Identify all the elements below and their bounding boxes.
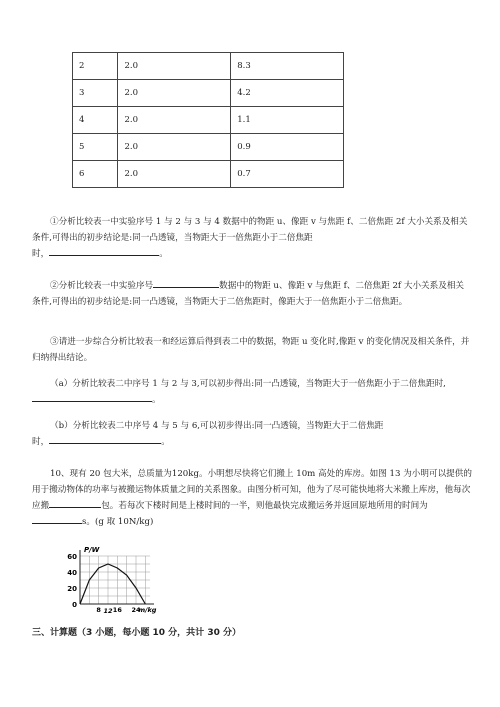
table-cell: 0.7 (231, 161, 344, 188)
x-annotation: 12 (103, 607, 113, 614)
y-tick-label: 40 (67, 569, 77, 577)
table-cell: 8.3 (231, 53, 344, 80)
question-1-paragraph: ①分析比较表一中实验序号 1 与 2 与 3 与 4 数据中的物距 u、像距 v 与焦距 f、二倍焦距 2f 大小关系及相关条件,可得出的初步结论是:同一凸透镜，当物距大于一倍焦距小于二倍焦距 时， 。 (32, 217, 468, 259)
table-cell: 2.0 (118, 80, 231, 107)
y-axis-label: P/W (84, 546, 100, 554)
table-row (73, 80, 344, 107)
table-cell: 2.0 (118, 134, 231, 161)
x-axis-label: m/kg (138, 606, 157, 614)
x-tick-label: 24 (131, 606, 141, 614)
table-row (73, 53, 344, 80)
x-tick-label: 8 (96, 606, 101, 614)
answer-blank[interactable] (49, 434, 161, 444)
table-cell: 6 (73, 161, 118, 188)
question-a-paragraph: （a）分析比较表二中序号 1 与 2 与 3,可以初步得出:同一凸透镜，当物距大于一倍焦距小于二倍焦距时,。 (32, 376, 472, 408)
answer-blank[interactable] (32, 392, 152, 402)
y-tick-label: 20 (67, 585, 77, 593)
question-2-text-a: ②分析比较表一中实验序号 (50, 281, 154, 291)
table-cell: 2.0 (118, 107, 231, 134)
table-cell: 2 (73, 53, 118, 80)
table-cell: 4 (73, 107, 118, 134)
y-tick-label: 0 (72, 601, 77, 609)
question-a-text: （a）分析比较表二中序号 1 与 2 与 3,可以初步得出:同一凸透镜，当物距大于一倍焦距小于二倍焦距时, (50, 379, 446, 389)
question-10-text-a: 10、现有 20 包大米，总质量为120kg。小明想尽快将它们搬上 10m 高处的库房。如图 13 为小明可以提供的用于搬动物体的功率与被搬运物体质量之间的关系图象。由图分析可知，他为了尽可能快地将大米搬上库房，他每次应搬 (32, 469, 472, 511)
question-3-text: ③请进一步综合分析比较表一和经运算后得到表二中的数据，物距 u 变化时,像距 v 的变化情况及相关条件，并归纳得出结论。 (32, 337, 470, 363)
section-title: 三、计算题（3 小题，每小题 10 分，共计 30 分） (32, 628, 241, 638)
question-2-text-b: 数据中的物距 u、像距 v 与焦距 f、二倍焦距 2f 大小关系及相关条件,可得出的初步结论是:同一凸透镜，当物距大于二倍焦距时，像距大于一倍焦距小于二倍焦距。 (32, 281, 465, 307)
answer-blank[interactable] (32, 514, 82, 524)
table-cell: 2.0 (118, 53, 231, 80)
answer-blank[interactable] (49, 246, 159, 256)
table-row (73, 107, 344, 134)
question-10-paragraph (32, 466, 472, 530)
table-row (73, 161, 344, 188)
x-tick-label: 16 (112, 606, 122, 614)
question-b-tail: 时， (32, 437, 50, 447)
question-10-text-c: s。(g 取 10N/kg) (82, 517, 154, 527)
table-cell: 4.2 (231, 80, 344, 107)
question-1-text: ①分析比较表一中实验序号 1 与 2 与 3 与 4 数据中的物距 u、像距 v 与焦距 f、二倍焦距 2f 大小关系及相关条件,可得出的初步结论是:同一凸透镜，当物距大于一倍焦距小于二倍焦距 (32, 217, 468, 243)
table-row (73, 134, 344, 161)
table-cell: 1.1 (231, 107, 344, 134)
question-b-paragraph: （b）分析比较表二中序号 4 与 5 与 6,可以初步得出:同一凸透镜，当物距大于二倍焦距 时， 。 (32, 421, 384, 447)
table-cell: 2.0 (118, 161, 231, 188)
question-b-text: （b）分析比较表二中序号 4 与 5 与 6,可以初步得出:同一凸透镜，当物距大于二倍焦距 (50, 421, 384, 431)
y-tick-label: 60 (67, 553, 77, 561)
answer-blank[interactable] (153, 278, 219, 288)
power-mass-chart (64, 544, 164, 614)
answer-blank[interactable] (49, 498, 101, 508)
data-table (72, 52, 344, 188)
question-2-paragraph (32, 278, 472, 310)
question-1-tail: 时， (32, 249, 50, 259)
series-line (80, 564, 145, 604)
table-cell: 5 (73, 134, 118, 161)
question-3-paragraph (32, 334, 472, 366)
table-cell: 0.9 (231, 134, 344, 161)
question-10-text-b: 包。若每次下楼时间是上楼时间的一半，则他最快完成搬运务并返回原地所用的时间为 (101, 501, 428, 511)
table-cell: 3 (73, 80, 118, 107)
